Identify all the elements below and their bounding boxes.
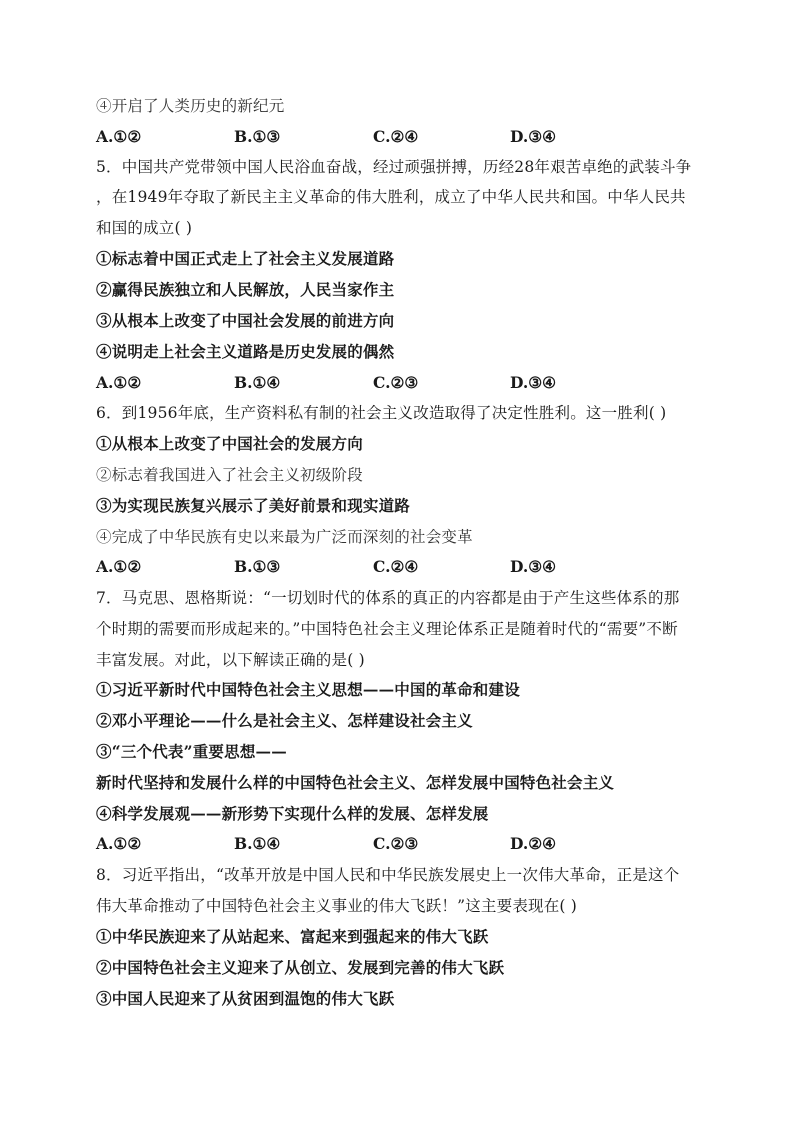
choice-d: D.③④	[510, 557, 557, 576]
q6-option-3: ③为实现民族复兴展示了美好前景和现实道路	[96, 496, 411, 515]
q6-option-2: ②标志着我国进入了社会主义初级阶段	[96, 466, 363, 484]
q4-option-4: ④开启了人类历史的新纪元	[96, 97, 285, 115]
choice-a: A.①②	[96, 557, 142, 576]
q7-option-3: ③“三个代表”重要思想——	[96, 742, 287, 761]
q6-option-4: ④完成了中华民族有史以来最为广泛而深刻的社会变革	[96, 528, 473, 546]
q7-stem-line-1: 7．马克思、恩格斯说：“一切划时代的体系的真正的内容都是由于产生这些体系的那	[96, 589, 680, 607]
q7-option-1: ①习近平新时代中国特色社会主义思想——中国的革命和建设	[96, 680, 520, 699]
choice-a: A.①②	[96, 127, 142, 146]
q7-stem-line-2: 个时期的需要而形成起来的。”中国特色社会主义理论体系正是随着时代的“需要”不断	[96, 620, 678, 638]
choice-c: C.②④	[373, 557, 419, 576]
q5-stem-line-2: ，在1949年夺取了新民主主义革命的伟大胜利，成立了中华人民共和国。中华人民共	[96, 188, 686, 206]
q8-stem-line-2: 伟大革命推动了中国特色社会主义事业的伟大飞跃！”这主要表现在( )	[96, 897, 578, 915]
q7-answer-choices	[96, 834, 696, 854]
q8-option-2: ②中国特色社会主义迎来了从创立、发展到完善的伟大飞跃	[96, 958, 505, 977]
q5-stem-line-1: 5．中国共产党带领中国人民浴血奋战，经过顽强拼搏，历经28年艰苦卓绝的武装斗争	[96, 158, 692, 176]
q6-option-1: ①从根本上改变了中国社会的发展方向	[96, 434, 363, 453]
q8-option-3: ③中国人民迎来了从贫困到温饱的伟大飞跃	[96, 989, 395, 1008]
q6-stem: 6．到1956年底，生产资料私有制的社会主义改造取得了决定性胜利。这一胜利( )	[96, 404, 667, 422]
q7-option-4: ④科学发展观——新形势下实现什么样的发展、怎样发展	[96, 804, 489, 823]
choice-a: A.①②	[96, 373, 142, 392]
q7-option-2: ②邓小平理论——什么是社会主义、怎样建设社会主义	[96, 711, 473, 730]
q5-stem-line-3: 和国的成立( )	[96, 219, 193, 237]
choice-a: A.①②	[96, 834, 142, 853]
q7-stem-line-3: 丰富发展。对此，以下解读正确的是( )	[96, 651, 365, 669]
choice-b: B.①④	[234, 373, 281, 392]
q7-option-3-continued: 新时代坚持和发展什么样的中国特色社会主义、怎样发展中国特色社会主义	[96, 773, 615, 792]
q5-answer-choices	[96, 373, 696, 393]
choice-d: D.③④	[510, 127, 557, 146]
q5-option-4: ④说明走上社会主义道路是历史发展的偶然	[96, 342, 395, 361]
choice-b: B.①③	[234, 127, 281, 146]
choice-b: B.①④	[234, 834, 281, 853]
q5-option-1: ①标志着中国正式走上了社会主义发展道路	[96, 249, 395, 268]
q8-stem-line-1: 8．习近平指出，“改革开放是中国人民和中华民族发展史上一次伟大革命，正是这个	[96, 866, 680, 884]
q8-option-1: ①中华民族迎来了从站起来、富起来到强起来的伟大飞跃	[96, 927, 489, 946]
choice-d: D.②④	[510, 834, 557, 853]
q4-answer-choices	[96, 127, 696, 147]
choice-c: C.②③	[373, 834, 419, 853]
q5-option-3: ③从根本上改变了中国社会发展的前进方向	[96, 311, 395, 330]
choice-c: C.②③	[373, 373, 419, 392]
q5-option-2: ②赢得民族独立和人民解放，人民当家作主	[96, 280, 395, 299]
choice-b: B.①③	[234, 557, 281, 576]
q6-answer-choices	[96, 557, 696, 577]
choice-d: D.③④	[510, 373, 557, 392]
choice-c: C.②④	[373, 127, 419, 146]
